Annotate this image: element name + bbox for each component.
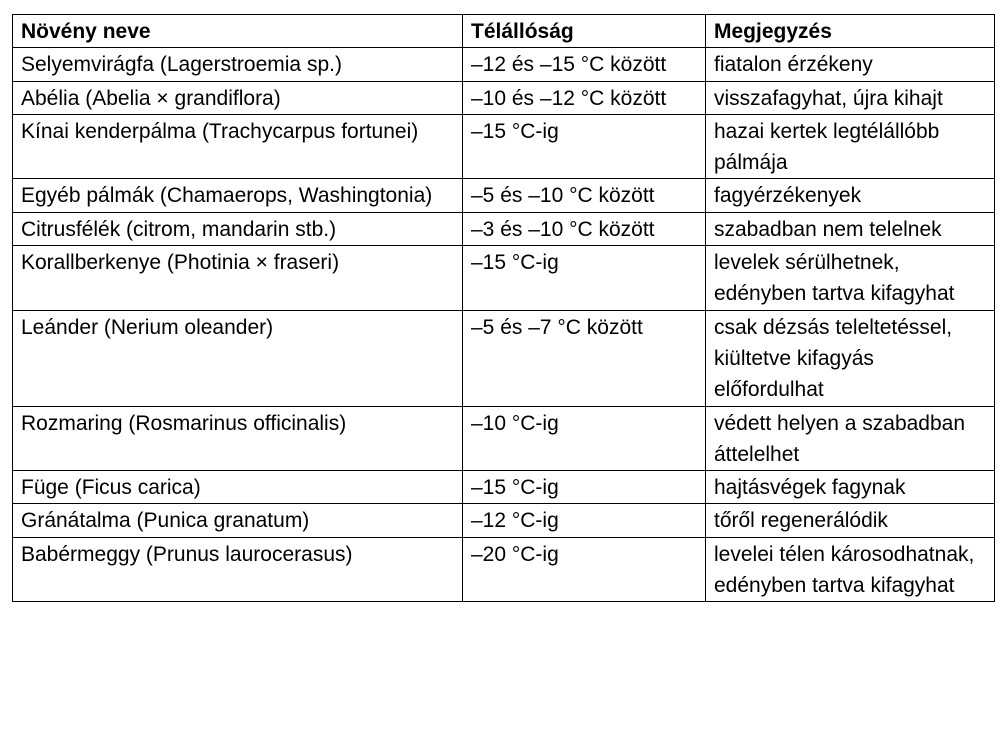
table-row	[13, 179, 995, 212]
note-cell: csak dézsás teleltetéssel, kiültetve kifagyás előfordulhat	[706, 310, 995, 406]
header-row	[13, 15, 995, 48]
hardiness-cell: –3 és –10 °C között	[463, 212, 706, 245]
table-row	[13, 471, 995, 504]
note-cell: levelei télen károsodhatnak, edényben tartva kifagyhat	[706, 537, 995, 602]
table-row	[13, 406, 995, 471]
header-plant-name: Növény neve	[13, 15, 463, 48]
table-row	[13, 114, 995, 179]
plant-name-cell: Egyéb pálmák (Chamaerops, Washingtonia)	[13, 179, 463, 212]
hardiness-cell: –10 és –12 °C között	[463, 81, 706, 114]
table-row	[13, 48, 995, 81]
plant-name-cell: Gránátalma (Punica granatum)	[13, 504, 463, 537]
note-cell: fagyérzékenyek	[706, 179, 995, 212]
plant-name-cell: Korallberkenye (Photinia × fraseri)	[13, 246, 463, 311]
table-row	[13, 81, 995, 114]
hardiness-cell: –12 és –15 °C között	[463, 48, 706, 81]
plant-name-cell: Citrusfélék (citrom, mandarin stb.)	[13, 212, 463, 245]
plant-name-cell: Babérmeggy (Prunus laurocerasus)	[13, 537, 463, 602]
note-cell: visszafagyhat, újra kihajt	[706, 81, 995, 114]
hardiness-cell: –15 °C-ig	[463, 246, 706, 311]
note-cell: hajtásvégek fagynak	[706, 471, 995, 504]
note-cell: levelek sérülhetnek, edényben tartva kifagyhat	[706, 246, 995, 311]
header-hardiness: Télállóság	[463, 15, 706, 48]
table-row	[13, 310, 995, 406]
table-body	[13, 48, 995, 602]
table-row	[13, 537, 995, 602]
note-cell: hazai kertek legtélállóbb pálmája	[706, 114, 995, 179]
hardiness-cell: –5 és –10 °C között	[463, 179, 706, 212]
hardiness-cell: –15 °C-ig	[463, 114, 706, 179]
note-cell: védett helyen a szabadban áttelelhet	[706, 406, 995, 471]
table-row	[13, 212, 995, 245]
plant-name-cell: Selyemvirágfa (Lagerstroemia sp.)	[13, 48, 463, 81]
note-cell: szabadban nem telelnek	[706, 212, 995, 245]
hardiness-cell: –10 °C-ig	[463, 406, 706, 471]
plant-name-cell: Leánder (Nerium oleander)	[13, 310, 463, 406]
plant-name-cell: Kínai kenderpálma (Trachycarpus fortunei)	[13, 114, 463, 179]
note-cell: tőről regenerálódik	[706, 504, 995, 537]
hardiness-cell: –12 °C-ig	[463, 504, 706, 537]
plant-hardiness-table	[12, 14, 995, 602]
plant-name-cell: Füge (Ficus carica)	[13, 471, 463, 504]
plant-name-cell: Abélia (Abelia × grandiflora)	[13, 81, 463, 114]
hardiness-cell: –15 °C-ig	[463, 471, 706, 504]
header-note: Megjegyzés	[706, 15, 995, 48]
plant-name-cell: Rozmaring (Rosmarinus officinalis)	[13, 406, 463, 471]
table-row	[13, 246, 995, 311]
hardiness-cell: –5 és –7 °C között	[463, 310, 706, 406]
table-row	[13, 504, 995, 537]
note-cell: fiatalon érzékeny	[706, 48, 995, 81]
table-header	[13, 15, 995, 48]
hardiness-cell: –20 °C-ig	[463, 537, 706, 602]
